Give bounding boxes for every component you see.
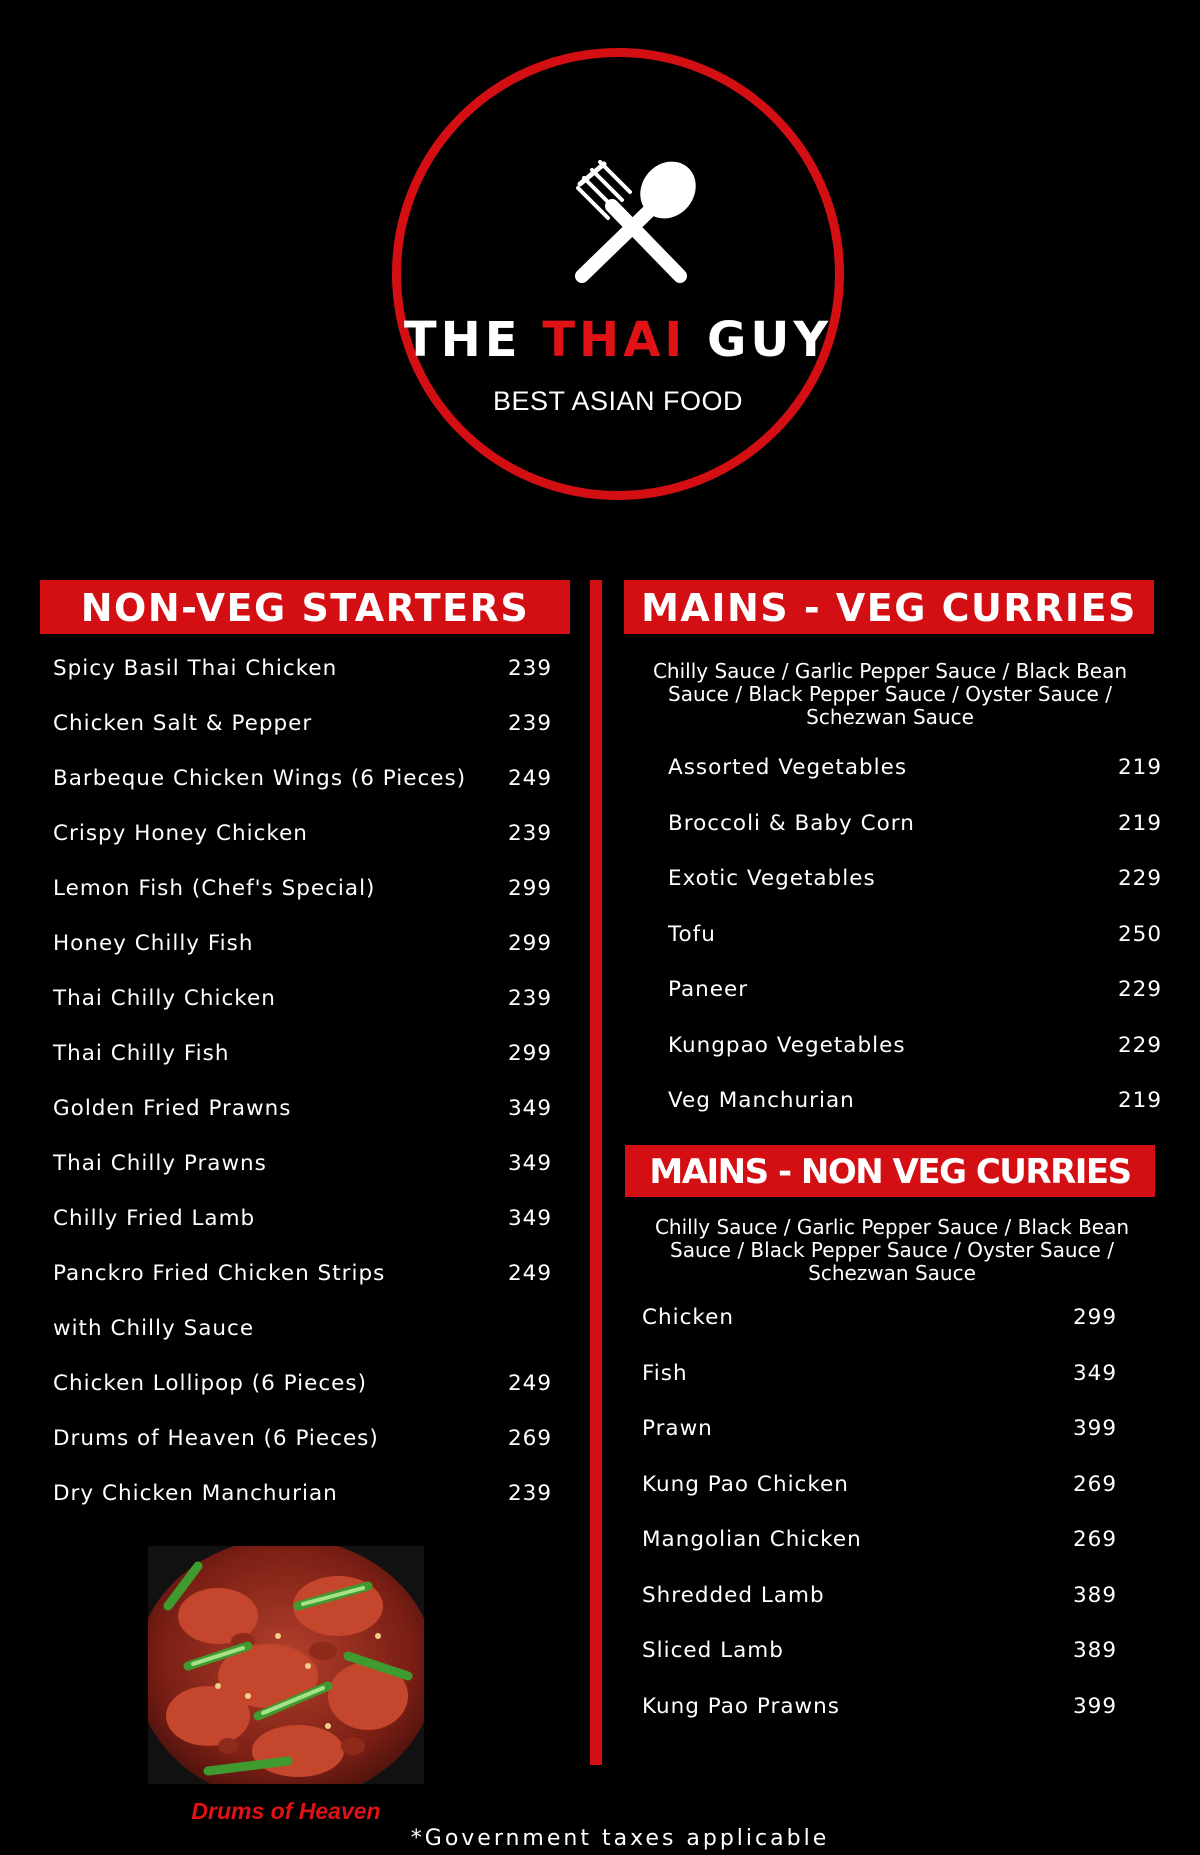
brand-name bbox=[392, 312, 844, 368]
item-name: Mangolian Chicken bbox=[642, 1527, 862, 1552]
menu-item bbox=[668, 977, 1163, 1002]
item-price: 229 bbox=[1118, 1032, 1163, 1058]
item-name: Veg Manchurian bbox=[668, 1088, 855, 1113]
menu-item bbox=[53, 1096, 553, 1121]
item-price: 269 bbox=[508, 1426, 553, 1451]
veg-sauce-options: Chilly Sauce / Garlic Pepper Sauce / Black Bean Sauce / Black Pepper Sauce / Oyster Sauce / Schezwan Sauce bbox=[652, 659, 1128, 729]
menu-item bbox=[53, 1261, 553, 1286]
menu-item bbox=[53, 1206, 553, 1231]
menu-item bbox=[642, 1582, 1118, 1608]
menu-item bbox=[53, 931, 553, 956]
item-name: with Chilly Sauce bbox=[53, 1316, 255, 1341]
item-name: Kungpao Vegetables bbox=[668, 1032, 906, 1058]
item-price: 219 bbox=[1118, 755, 1163, 780]
menu-item bbox=[668, 810, 1163, 836]
brand-word-the: THE bbox=[403, 312, 522, 368]
item-name: Thai Chilly Prawns bbox=[53, 1151, 267, 1176]
item-price: 299 bbox=[508, 1041, 553, 1066]
nonveg-sauce-options: Chilly Sauce / Garlic Pepper Sauce / Black Bean Sauce / Black Pepper Sauce / Oyster Sauce / Schezwan Sauce bbox=[654, 1215, 1130, 1285]
item-name: Honey Chilly Fish bbox=[53, 931, 254, 956]
column-divider bbox=[590, 580, 602, 1765]
fork-and-spoon-icon bbox=[562, 158, 700, 288]
item-name: Lemon Fish (Chef's Special) bbox=[53, 876, 376, 901]
menu-item bbox=[53, 986, 553, 1011]
item-name: Kung Pao Chicken bbox=[642, 1471, 849, 1497]
menu-item bbox=[668, 755, 1163, 780]
item-name: Shredded Lamb bbox=[642, 1582, 825, 1608]
item-price: 249 bbox=[508, 1261, 553, 1286]
menu-item bbox=[53, 876, 553, 901]
menu-item bbox=[668, 921, 1163, 947]
item-price: 269 bbox=[1073, 1471, 1118, 1497]
tax-note: *Government taxes applicable bbox=[410, 1826, 830, 1851]
item-price: 249 bbox=[508, 766, 553, 791]
item-price: 250 bbox=[1118, 921, 1163, 947]
menu-item bbox=[53, 1316, 254, 1341]
menu-item bbox=[642, 1471, 1118, 1497]
item-price: 399 bbox=[1073, 1416, 1118, 1441]
item-price: 399 bbox=[1073, 1693, 1118, 1719]
menu-item bbox=[53, 1151, 553, 1176]
item-name: Thai Chilly Chicken bbox=[53, 986, 276, 1011]
item-name: Panckro Fried Chicken Strips bbox=[53, 1261, 386, 1286]
item-name: Chicken Lollipop (6 Pieces) bbox=[53, 1371, 367, 1396]
item-price: 229 bbox=[1118, 977, 1163, 1002]
item-price: 249 bbox=[508, 1371, 553, 1396]
menu-item bbox=[53, 821, 553, 846]
item-price: 389 bbox=[1073, 1638, 1118, 1663]
item-price: 239 bbox=[508, 1481, 553, 1506]
item-name: Chicken bbox=[642, 1305, 734, 1330]
item-name: Assorted Vegetables bbox=[668, 755, 908, 780]
item-price: 219 bbox=[1118, 1088, 1163, 1113]
menu-item bbox=[53, 1426, 553, 1451]
item-price: 239 bbox=[508, 656, 553, 681]
item-price: 239 bbox=[508, 986, 553, 1011]
item-price: 349 bbox=[508, 1151, 553, 1176]
item-name: Chilly Fried Lamb bbox=[53, 1206, 256, 1231]
item-name: Thai Chilly Fish bbox=[53, 1041, 230, 1066]
menu-item bbox=[53, 711, 553, 736]
veg-curries-heading: MAINS - VEG CURRIES bbox=[624, 580, 1154, 634]
tagline: BEST ASIAN FOOD bbox=[492, 386, 744, 416]
item-price: 239 bbox=[508, 821, 553, 846]
brand-word-thai: THAI bbox=[542, 312, 687, 368]
food-photo bbox=[148, 1546, 424, 1784]
menu-item bbox=[53, 1481, 553, 1506]
item-name: Dry Chicken Manchurian bbox=[53, 1481, 338, 1506]
menu-item bbox=[642, 1693, 1118, 1719]
item-price: 299 bbox=[508, 931, 553, 956]
menu-item bbox=[642, 1416, 1118, 1441]
item-name: Exotic Vegetables bbox=[668, 866, 876, 891]
item-name: Crispy Honey Chicken bbox=[53, 821, 308, 846]
starters-heading: NON-VEG STARTERS bbox=[40, 580, 570, 634]
item-name: Barbeque Chicken Wings (6 Pieces) bbox=[53, 766, 467, 791]
item-price: 229 bbox=[1118, 866, 1163, 891]
menu-item bbox=[53, 766, 553, 791]
item-name: Chicken Salt & Pepper bbox=[53, 711, 313, 736]
item-price: 349 bbox=[508, 1096, 553, 1121]
item-name: Tofu bbox=[668, 921, 716, 947]
item-price: 349 bbox=[508, 1206, 553, 1231]
menu-item bbox=[53, 1371, 553, 1396]
menu-item bbox=[668, 866, 1163, 891]
menu-item bbox=[53, 656, 553, 681]
menu-item bbox=[642, 1305, 1118, 1330]
menu-item bbox=[668, 1088, 1163, 1113]
item-price: 239 bbox=[508, 711, 553, 736]
item-name: Kung Pao Prawns bbox=[642, 1693, 840, 1719]
item-name: Sliced Lamb bbox=[642, 1638, 784, 1663]
photo-caption: Drums of Heaven bbox=[191, 1798, 381, 1824]
menu-item bbox=[53, 1041, 553, 1066]
item-name: Golden Fried Prawns bbox=[53, 1096, 292, 1121]
item-price: 349 bbox=[1073, 1360, 1118, 1386]
menu-item bbox=[642, 1527, 1118, 1552]
brand-word-guy: GUY bbox=[706, 312, 833, 368]
menu-item bbox=[642, 1360, 1118, 1386]
item-name: Drums of Heaven (6 Pieces) bbox=[53, 1426, 379, 1451]
item-price: 219 bbox=[1118, 810, 1163, 836]
item-price: 299 bbox=[1073, 1305, 1118, 1330]
item-price: 269 bbox=[1073, 1527, 1118, 1552]
item-name: Broccoli & Baby Corn bbox=[668, 810, 915, 836]
item-name: Spicy Basil Thai Chicken bbox=[53, 656, 338, 681]
item-price: 389 bbox=[1073, 1582, 1118, 1608]
item-name: Prawn bbox=[642, 1416, 713, 1441]
item-price: 299 bbox=[508, 876, 553, 901]
item-name: Paneer bbox=[668, 977, 749, 1002]
menu-item bbox=[668, 1032, 1163, 1058]
item-name: Fish bbox=[642, 1360, 688, 1386]
menu-item bbox=[642, 1638, 1118, 1663]
nonveg-curries-heading: MAINS - NON VEG CURRIES bbox=[625, 1145, 1155, 1197]
